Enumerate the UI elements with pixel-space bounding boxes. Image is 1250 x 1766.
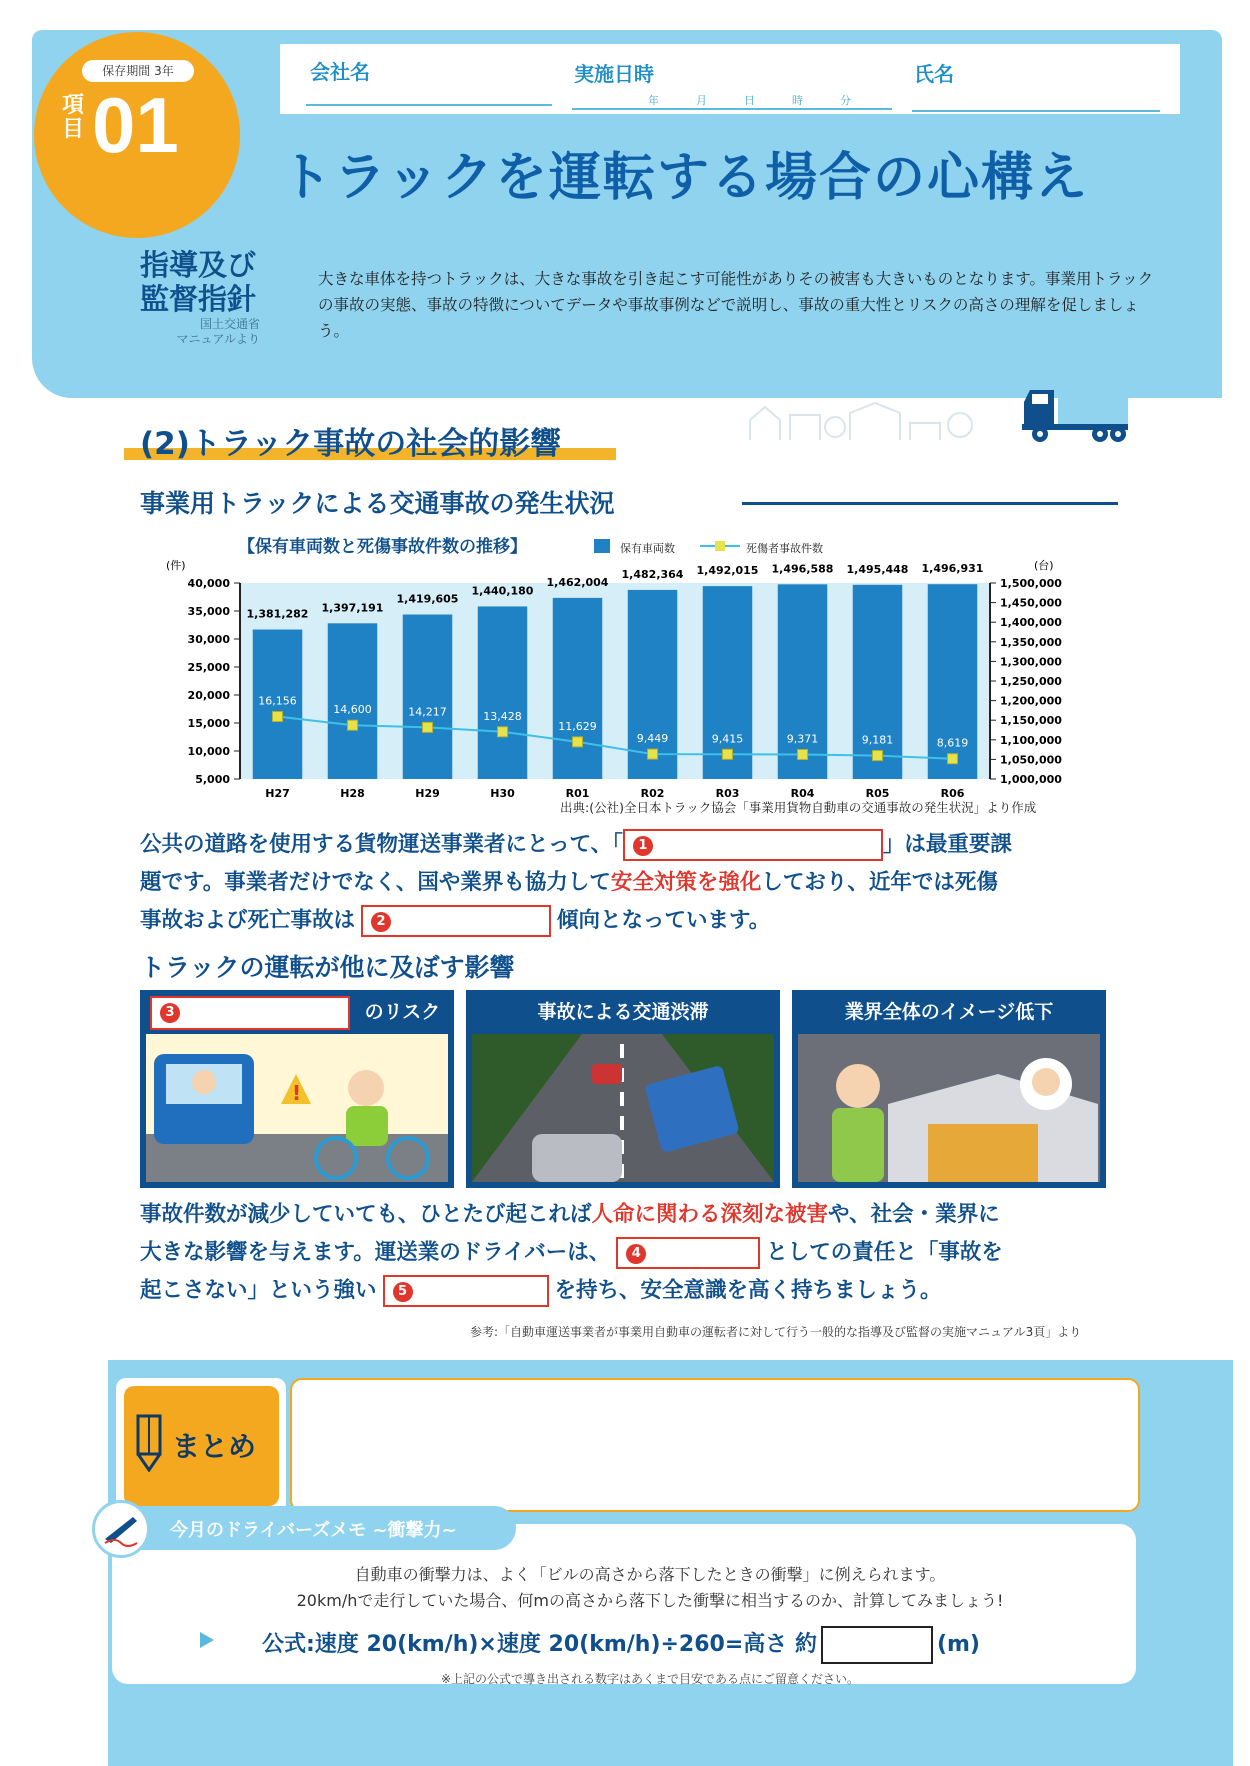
line-point (873, 751, 883, 761)
text: 大きな影響を与えます。運送業のドライバーは、 (140, 1240, 611, 1265)
blank-4[interactable] (616, 1237, 760, 1269)
pencil-icon (132, 1412, 166, 1472)
date-parts (572, 92, 892, 108)
text: 起こさない」という強い (140, 1278, 377, 1303)
svg-text:!: ! (292, 1081, 302, 1105)
blank-number: 5 (393, 1282, 413, 1302)
right-tick-label: 1,200,000 (1000, 694, 1062, 708)
legend-line-label: 死傷者事故件数 (746, 542, 823, 555)
section-title: (2)トラック事故の社会的影響 (140, 426, 562, 462)
line-value-label: 11,629 (558, 719, 597, 733)
text: 傾向となっています。 (557, 908, 771, 933)
right-tick-label: 1,050,000 (1000, 753, 1062, 767)
bar (328, 623, 378, 779)
left-tick-label: 15,000 (187, 717, 230, 730)
text: 事故および死亡事故は (140, 908, 356, 933)
left-tick-label: 30,000 (187, 633, 230, 646)
bar-value-label: 1,397,191 (321, 601, 384, 615)
paragraph-1-line1 (140, 826, 1140, 864)
blank-5[interactable] (383, 1275, 549, 1307)
town-illustration (740, 395, 1000, 445)
answer-box[interactable] (821, 1626, 933, 1664)
bar-value-label: 1,492,015 (696, 564, 759, 578)
right-tick-label: 1,350,000 (1000, 635, 1062, 649)
left-tick-label: 5,000 (195, 773, 230, 786)
bar-value-label: 1,419,605 (396, 592, 459, 606)
right-tick-label: 1,450,000 (1000, 596, 1062, 610)
line-point (498, 727, 508, 737)
blank-3[interactable] (150, 996, 350, 1030)
date-month: 月 (696, 94, 707, 107)
blank-number: 3 (160, 1003, 180, 1023)
text: としての責任と「事故を (766, 1240, 1003, 1265)
line-value-label: 9,415 (711, 732, 744, 746)
line-value-label: 9,449 (636, 732, 669, 746)
date-hour: 時 (792, 94, 803, 107)
summary-label: まとめ (172, 1430, 257, 1463)
memo-note: ※上記の公式で導き出される数字はあくまで目安である点にご留意ください。 (440, 1672, 860, 1686)
text: 」は最重要課 (882, 832, 1012, 857)
bar-value-label: 1,462,004 (546, 575, 609, 589)
bar (853, 585, 903, 779)
left-axis-unit: (件) (166, 559, 186, 572)
x-tick-label: R05 (865, 787, 890, 800)
panel-image-decline-title: 業界全体のイメージ低下 (844, 1001, 1054, 1023)
x-tick-label: R06 (940, 787, 965, 800)
summary-input[interactable] (290, 1378, 1140, 1512)
chart-title: 【保有車両数と死傷事故件数の推移】 (238, 537, 527, 557)
right-tick-label: 1,000,000 (1000, 773, 1062, 786)
guide-title-line2: 監督指針 (140, 282, 257, 316)
line-point (273, 712, 283, 722)
x-tick-label: H29 (415, 787, 440, 800)
name-label: 氏名 (914, 62, 954, 86)
line-value-label: 9,371 (786, 732, 819, 746)
left-tick-label: 35,000 (187, 605, 230, 618)
line-value-label: 8,619 (936, 736, 969, 750)
date-minute: 分 (840, 94, 851, 107)
date-label: 実施日時 (574, 62, 654, 86)
line-point (348, 720, 358, 730)
chart-source: 出典:(公社)全日本トラック協会「事業用貨物自動車の交通事故の発生状況」より作成 (560, 800, 1037, 815)
paragraph-1-line2 (140, 864, 1140, 902)
text: 事故件数が減少していても、ひとたび起これば (140, 1202, 592, 1227)
bar-value-label: 1,496,588 (771, 562, 834, 576)
line-point (798, 750, 808, 760)
formula (262, 1626, 980, 1664)
paragraph-2 (140, 1196, 1140, 1310)
reference-note: 参考:「自動車運送事業者が事業用自動車の運転者に対して行う一般的な指導及び監督の実施マニュアル3頁」より (470, 1325, 1082, 1339)
hand-writing-icon (95, 1503, 147, 1555)
right-tick-label: 1,250,000 (1000, 675, 1062, 688)
panel-image-decline (792, 990, 1106, 1188)
right-tick-label: 1,150,000 (1000, 714, 1062, 728)
memo-title: 今月のドライバーズメモ ~衝撃力~ (170, 1520, 457, 1541)
bar-value-label: 1,482,364 (621, 567, 684, 581)
bar (928, 584, 978, 779)
traffic-jam-illustration (472, 1034, 774, 1182)
legend-bar-swatch (594, 539, 610, 553)
panel-risk-head (140, 990, 454, 1034)
name-field[interactable] (912, 110, 1160, 112)
guide-title-line1: 指導及び (140, 248, 257, 282)
risk-illustration (146, 1034, 448, 1182)
subsection-rule (742, 502, 1118, 505)
bar-value-label: 1,495,448 (846, 562, 909, 576)
panel-risk (140, 990, 454, 1188)
line-point (573, 737, 583, 747)
guide-text: 大きな車体を持つトラックは、大きな事故を引き起こす可能性がありその被害も大きいものとなります。事業用トラックの事故の実態、事故の特徴についてデータや事故事例などで説明し、事故の重大性とリスクの高さの理解を促しましょう。 (318, 270, 1154, 340)
date-year: 年 (648, 94, 659, 107)
x-tick-label: R01 (565, 787, 590, 800)
x-tick-label: R04 (790, 787, 815, 800)
company-label: 会社名 (310, 60, 370, 84)
line-value-label: 14,217 (408, 705, 447, 719)
right-tick-label: 1,300,000 (1000, 655, 1062, 669)
bar-value-label: 1,496,931 (921, 562, 984, 576)
memo-icon (92, 1500, 150, 1558)
x-tick-label: H30 (490, 787, 515, 800)
line-point (948, 754, 958, 764)
paragraph-1-line3 (140, 902, 1140, 940)
bar-value-label: 1,440,180 (471, 584, 534, 598)
line-point (423, 722, 433, 732)
line-value-label: 16,156 (258, 694, 297, 708)
left-tick-label: 25,000 (187, 661, 230, 674)
retention-period: 保存期間 3年 (82, 60, 194, 82)
subsection-title-impact: トラックの運転が他に及ぼす影響 (140, 953, 515, 982)
left-tick-label: 10,000 (187, 745, 230, 758)
bar-value-label: 1,381,282 (246, 607, 309, 621)
item-label: 項目 (62, 93, 85, 142)
right-tick-label: 1,100,000 (1000, 733, 1062, 747)
line-value-label: 9,181 (861, 733, 894, 747)
subsection-title-accidents: 事業用トラックによる交通事故の発生状況 (140, 489, 615, 518)
item-number: 01 (92, 81, 179, 169)
truck-icon (1020, 378, 1130, 444)
blank-number: 4 (626, 1244, 646, 1264)
line-value-label: 14,600 (333, 703, 372, 717)
page-title: トラックを運転する場合の心構え (280, 148, 1089, 208)
x-tick-label: H27 (265, 787, 290, 800)
paragraph-1 (140, 826, 1140, 940)
text: や、社会・業界に (828, 1202, 1000, 1227)
memo-line-1: 自動車の衝撃力は、よく「ビルの高さから落下したときの衝撃」に例えられます。 (354, 1565, 946, 1584)
company-field[interactable] (306, 104, 552, 106)
guide-title (140, 248, 256, 316)
blank-1[interactable] (623, 829, 883, 861)
right-tick-label: 1,500,000 (1000, 577, 1062, 590)
date-day: 日 (744, 94, 755, 107)
guide-source-line1: 国土交通省 (199, 317, 260, 331)
x-tick-label: H28 (340, 787, 365, 800)
blank-number: 1 (633, 836, 653, 856)
text: 題です。事業者だけでなく、国や業界も協力して (140, 870, 611, 895)
line-point (723, 749, 733, 759)
line-point (648, 749, 658, 759)
paragraph-2-line2 (140, 1234, 1140, 1272)
left-tick-label: 40,000 (187, 577, 230, 590)
paragraph-2-line3 (140, 1272, 1140, 1310)
panel-traffic-jam-title: 事故による交通渋滞 (537, 1001, 709, 1023)
panel-risk-title: のリスク (364, 1001, 441, 1023)
legend-bar-label: 保有車両数 (620, 542, 675, 555)
guide-source (160, 317, 260, 347)
image-decline-illustration (798, 1034, 1100, 1182)
highlight-text: 安全対策を強化 (610, 870, 762, 895)
line-value-label: 13,428 (483, 709, 522, 723)
formula-unit: (m) (936, 1632, 980, 1657)
memo-line-2: 20km/hで走行していた場合、何mの高さから落下した衝撃に相当するのか、計算してみましょう! (296, 1591, 1004, 1610)
right-tick-label: 1,400,000 (1000, 616, 1062, 630)
left-tick-label: 20,000 (187, 689, 230, 702)
legend-line-swatch (700, 539, 740, 553)
arrow-icon (198, 1630, 216, 1650)
blank-2[interactable] (361, 905, 551, 937)
highlight-text: 人命に関わる深刻な被害 (591, 1202, 829, 1227)
x-tick-label: R02 (640, 787, 665, 800)
x-tick-label: R03 (715, 787, 740, 800)
bar (478, 606, 528, 779)
text: しており、近年では死傷 (761, 870, 998, 895)
accident-chart (140, 555, 1090, 800)
panel-traffic-jam (466, 990, 780, 1188)
right-axis-unit: (台) (1034, 559, 1054, 572)
blank-number: 2 (371, 912, 391, 932)
text: 公共の道路を使用する貨物運送事業者にとって、「 (140, 832, 623, 857)
paragraph-2-line1 (140, 1196, 1140, 1234)
formula-text: 公式:速度 20(km/h)×速度 20(km/h)÷260=高さ 約 (262, 1632, 817, 1657)
bar (553, 598, 603, 779)
date-field[interactable] (572, 108, 892, 110)
bar (403, 615, 453, 779)
text: を持ち、安全意識を高く持ちましょう。 (554, 1278, 942, 1303)
guide-source-line2: マニュアルより (176, 332, 260, 346)
